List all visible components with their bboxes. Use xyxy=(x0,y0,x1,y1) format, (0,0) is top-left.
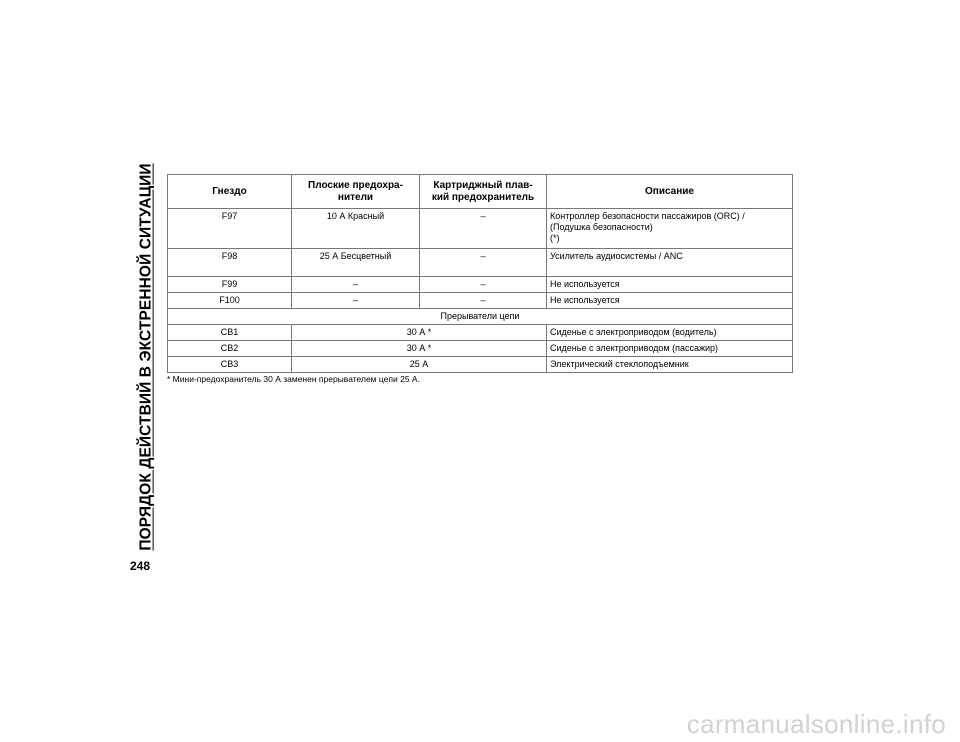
side-section-title-text: ПОРЯДОК ДЕЙСТВИЙ В ЭКСТРЕННОЙ СИТУАЦИИ xyxy=(138,163,155,551)
page-number: 248 xyxy=(130,559,151,573)
cell-rating: 30 А * xyxy=(292,341,547,357)
watermark: carmanualsonline.info xyxy=(686,709,946,739)
cell-socket: CB1 xyxy=(168,325,292,341)
cell-rating: 30 А * xyxy=(292,325,547,341)
cell-description: Сиденье с электроприводом (пассажир) xyxy=(547,341,793,357)
table-row xyxy=(168,277,793,293)
side-section-title xyxy=(136,163,158,551)
cell-socket: F99 xyxy=(168,277,292,293)
header-blade-fuses: Плоские предохра- нители xyxy=(292,175,420,209)
table-row xyxy=(168,341,793,357)
cell-socket: CB2 xyxy=(168,341,292,357)
fuse-table xyxy=(167,174,793,373)
table-row xyxy=(168,357,793,373)
footnote: * Мини-предохранитель 30 А заменен прерывателем цепи 25 А. xyxy=(167,374,420,384)
cell-description: Усилитель аудиосистемы / ANC xyxy=(547,249,793,277)
cell-socket: CB3 xyxy=(168,357,292,373)
cell-blade-fuse: – xyxy=(292,293,420,309)
cell-socket: F100 xyxy=(168,293,292,309)
cell-description: Контроллер безопасности пассажиров (ORC) / (Подушка безопасности) (*) xyxy=(547,209,793,249)
header-cartridge-fuse: Картриджный плав- кий предохранитель xyxy=(420,175,547,209)
section-label: Прерыватели цепи xyxy=(168,309,793,325)
table-row xyxy=(168,249,793,277)
cell-blade-fuse: – xyxy=(292,277,420,293)
cell-cartridge-fuse: – xyxy=(420,249,547,277)
cell-cartridge-fuse: – xyxy=(420,293,547,309)
section-row-circuit-breakers xyxy=(168,309,793,325)
cell-cartridge-fuse: – xyxy=(420,209,547,249)
table-row xyxy=(168,293,793,309)
table-row xyxy=(168,209,793,249)
cell-description: Электрический стеклоподъемник xyxy=(547,357,793,373)
table-row xyxy=(168,325,793,341)
cell-rating: 25 А xyxy=(292,357,547,373)
cell-description: Сиденье с электроприводом (водитель) xyxy=(547,325,793,341)
cell-socket: F98 xyxy=(168,249,292,277)
cell-blade-fuse: 25 А Бесцветный xyxy=(292,249,420,277)
cell-socket: F97 xyxy=(168,209,292,249)
cell-blade-fuse: 10 А Красный xyxy=(292,209,420,249)
header-socket: Гнездо xyxy=(168,175,292,209)
cell-description: Не используется xyxy=(547,277,793,293)
cell-description: Не используется xyxy=(547,293,793,309)
cell-cartridge-fuse: – xyxy=(420,277,547,293)
header-description: Описание xyxy=(547,175,793,209)
table-header-row xyxy=(168,175,793,209)
